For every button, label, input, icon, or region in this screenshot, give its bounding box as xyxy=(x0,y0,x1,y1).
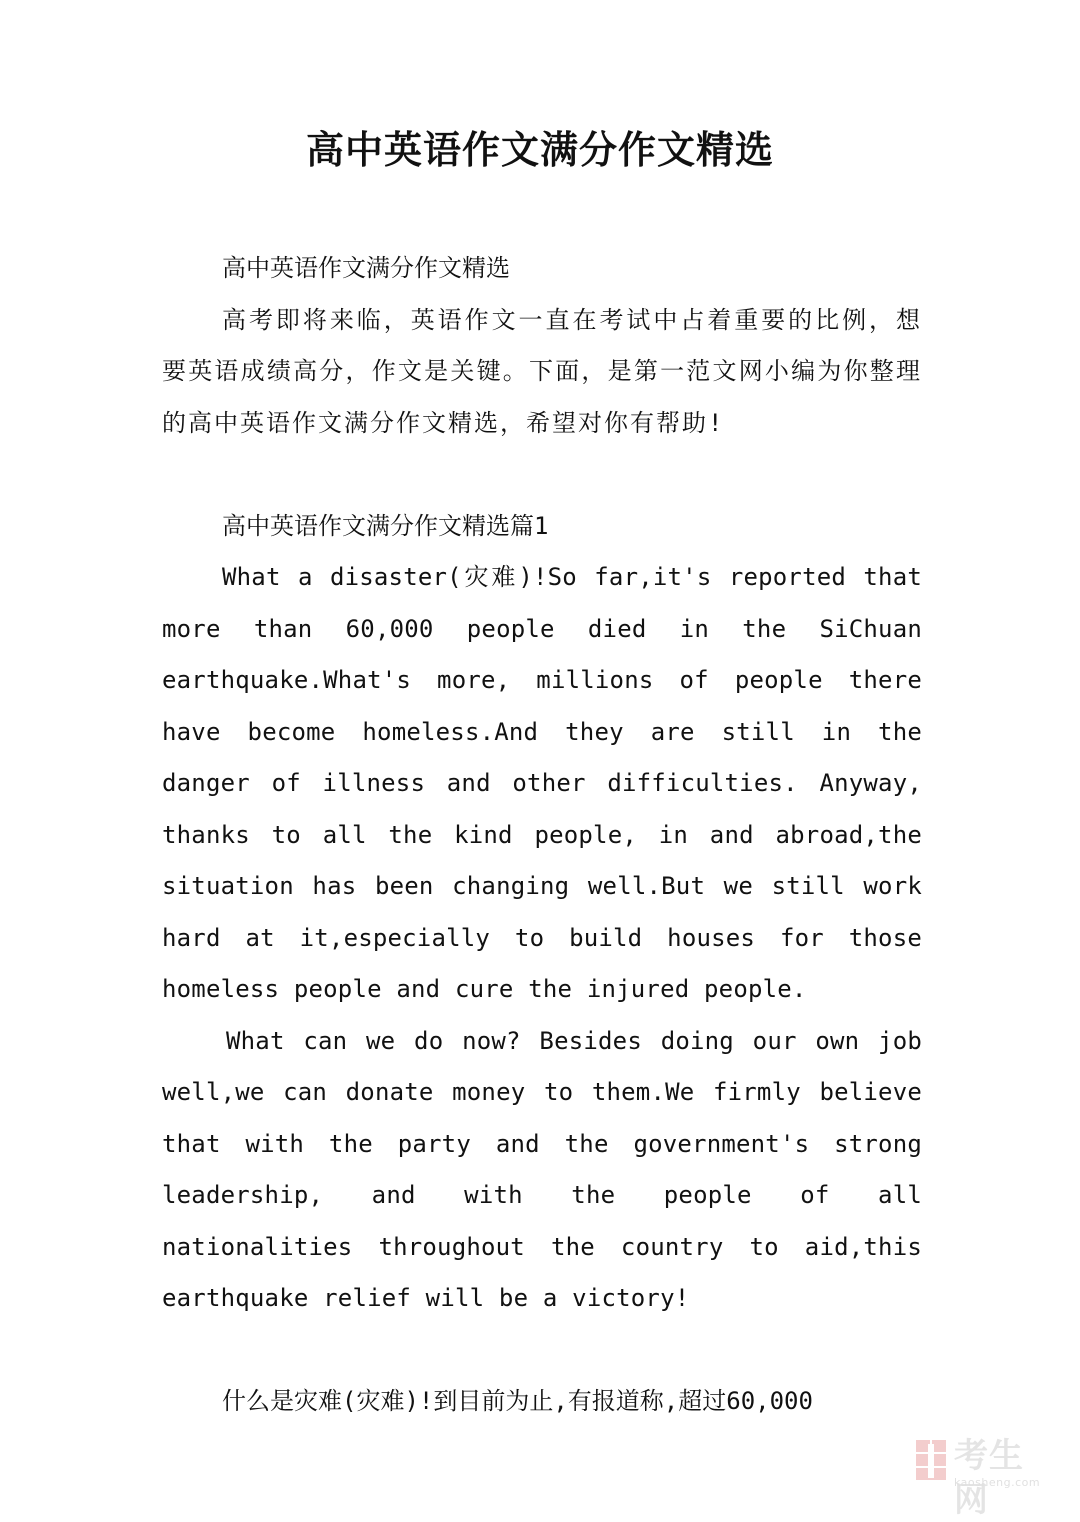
watermark-url: kaosheng.com xyxy=(954,1476,1041,1489)
paragraph-spacer xyxy=(162,1325,922,1377)
intro-paragraph: 高考即将来临，英语作文一直在考试中占着重要的比例，想要英语成绩高分，作文是关键。下面，是第一范文网小编为你整理的高中英语作文满分作文精选，希望对你有帮助! xyxy=(162,305,922,437)
site-watermark xyxy=(914,1432,1054,1520)
english-paragraph-1: What a disaster(灾难)!So far,it's reported that more than 60,000 people died in the SiChuan earthquake.What's more, millions of people there have become homeless.And they are still in the danger of illness and other difficulties. Anyway, thanks to all the kind people, in and abroad,the situation has been changing well.But we still work hard at it,especially to build houses for those homeless people and cure the injured people. xyxy=(162,563,922,1003)
kaosheng-logo-icon xyxy=(914,1438,948,1482)
watermark-name: 考生网 xyxy=(954,1436,1024,1520)
paragraph-spacer xyxy=(162,449,922,501)
document-title: 高中英语作文满分作文精选 xyxy=(305,127,774,172)
document-subtitle: 高中英语作文满分作文精选 xyxy=(222,254,510,282)
section-heading: 高中英语作文满分作文精选篇1 xyxy=(222,511,549,540)
english-paragraph-2: What can we do now? Besides doing our own job well,we can donate money to them.We firmly believe that with the party and the government's strong leadership, and with the people of all nationalities throughout the country to aid,this earthquake relief will be a victory! xyxy=(162,1026,922,1312)
document-body xyxy=(162,243,922,1428)
chinese-translation-paragraph: 什么是灾难(灾难)!到目前为止,有报道称,超过60,000 xyxy=(222,1387,813,1415)
